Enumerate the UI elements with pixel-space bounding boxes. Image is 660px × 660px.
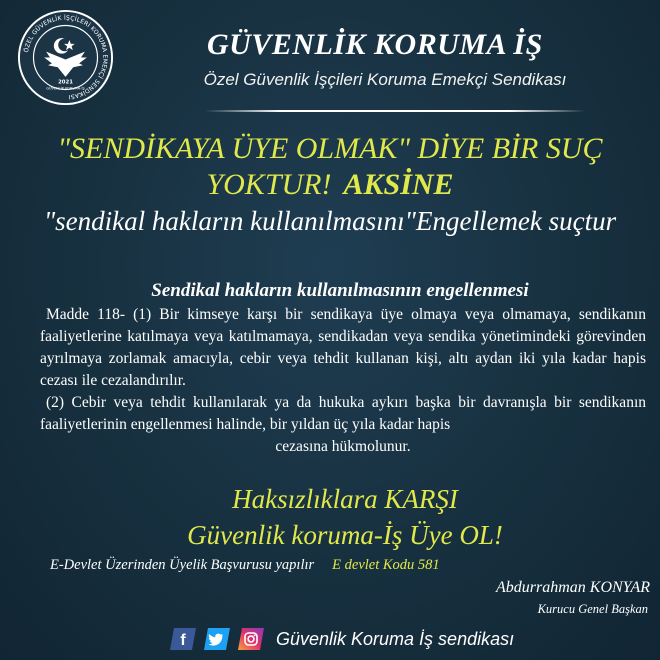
- signer-name: Abdurrahman KONYAR: [495, 579, 650, 596]
- slogan-line-2-emphasis: AKSİNE: [343, 168, 454, 201]
- union-seal-icon: [17, 9, 114, 106]
- law-body: [40, 304, 646, 458]
- edevlet-code: E devlet Kodu 581: [332, 557, 440, 573]
- logo-inner-text: GÜVENLİK KORUMA-İŞ: [46, 86, 85, 91]
- law-paragraph-2-end: cezasına hükmolunur.: [275, 438, 411, 455]
- edevlet-text: E-Devlet Üzerinden Üyelik Başvurusu yapılır: [50, 557, 315, 573]
- law-paragraph-1: Madde 118- (1) Bir kimseye karşı bir sendikaya üye olmaya veya olmamaya, sendikanın faaliyetlerine katılmaya veya katılmamaya, sendikadan veya sendika yönetimindeki görevinden ayrılmaya zorlamak amacıyla, cebir veya tehdit kullanan kişi, altı aydan iki yıla kadar hapis cezası ile cezalandırılır.: [40, 306, 646, 389]
- slogan-line-2-part-1: YOKTUR!: [206, 168, 332, 201]
- svg-text:f: f: [180, 632, 186, 649]
- social-handle: Güvenlik Koruma İş sendikası: [276, 628, 515, 649]
- edevlet-info: [50, 557, 630, 574]
- signer-title: Kurucu Genel Başkan: [537, 602, 648, 616]
- social-links: [170, 625, 514, 653]
- facebook-icon[interactable]: [170, 626, 196, 652]
- slogan-line-1: "SENDİKAYA ÜYE OLMAK" DİYE BİR SUÇ: [57, 132, 603, 165]
- law-title: Sendikal hakların kullanılmasının engellenmesi: [151, 280, 529, 301]
- logo-ring-text: ÖZEL GÜVENLİK İŞÇİLERİ KORUMA EMEKÇİ SENDİKASI: [22, 14, 109, 101]
- law-paragraph-2: (2) Cebir veya tehdit kullanılarak ya da hukuka aykırı başka bir davranışla bir sendikanın faaliyetlerinin engellenmesi halinde, bir yıldan üç yıla kadar hapis: [40, 394, 646, 433]
- call-to-action-line-1: Haksızlıklara KARŞI: [232, 484, 458, 514]
- slogan-line-2: [0, 168, 660, 202]
- twitter-icon[interactable]: [204, 626, 230, 652]
- org-name: GÜVENLİK KORUMA İŞ: [207, 28, 543, 61]
- org-subtitle: Özel Güvenlik İşçileri Koruma Emekçi Sendikası: [203, 70, 567, 89]
- instagram-icon[interactable]: [238, 626, 264, 652]
- slogan-line-3: "sendikal hakların kullanılmasını"Engellemek suçtur: [43, 206, 617, 236]
- call-to-action-line-2: Güvenlik koruma-İş Üye OL!: [187, 520, 503, 550]
- logo-year: 2021: [58, 79, 73, 86]
- header-divider: [205, 110, 585, 112]
